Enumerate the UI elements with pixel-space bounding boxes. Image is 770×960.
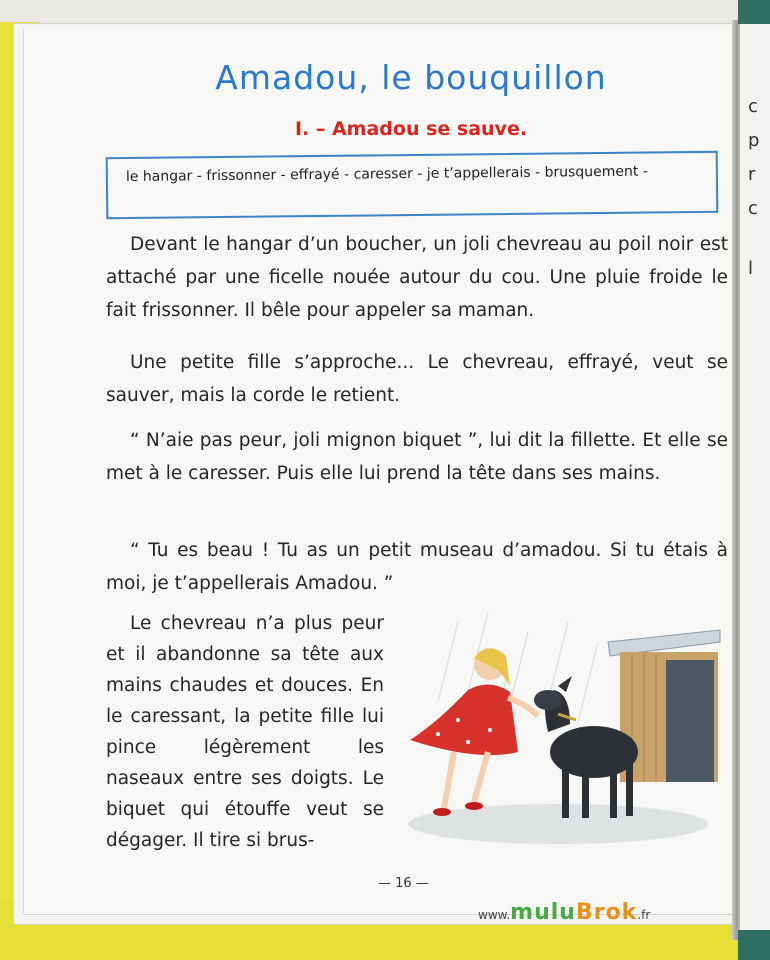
paragraph: “ N’aie pas peur, joli mignon biquet ”, lui dit la fillette. Et elle se met à le caresser. Puis elle lui prend la tête dans ses mains. [106,430,728,484]
girl-illustration [410,648,538,816]
facing-page-letter: l [748,258,754,279]
watermark-brand-part1: mulu [510,900,576,925]
chapter-heading: I. – Amadou se sauve. [294,118,528,140]
vocabulary-box [106,151,719,219]
ground-shadow [408,804,708,844]
paragraph: Devant le hangar d’un boucher, un joli chevreau au poil noir est attaché par une ficelle nouée autour du cou. Une pluie froide le fait frissonner. Il bêle pour appeler sa maman. [106,234,728,321]
watermark-brand [510,900,637,925]
paragraph: Le chevreau n’a plus peur et il abandonne sa tête aux mains chaudes et douces. En le caressant, la petite fille lui pince légèrement les naseaux entre ses doigts. Le biquet qui étouffe veut se dégager. Il tire si brus- [106,613,384,851]
paragraph: “ Tu es beau ! Tu as un petit museau d’amadou. Si tu étais à moi, je t’appellerais Amadou. ” [106,540,728,594]
watermark-prefix: www. [478,908,511,922]
page-number: — 16 — [378,876,429,891]
facing-page [740,24,770,944]
vocabulary-list: le hangar - frissonner - effrayé - caresser - je t’appellerais - brusquement - [125,163,648,185]
book-cover-corner-bottom [738,930,770,960]
facing-page-letter: r [748,164,756,185]
watermark-brand-part2: Brok [575,900,638,925]
illustration-girl-and-goat [398,612,728,852]
page-title: Amadou, le bouquillon [215,58,607,97]
watermark-suffix: .fr [637,908,651,922]
paragraph: Une petite fille s’approche... Le chevreau, effrayé, veut se sauver, mais la corde le retient. [106,352,728,406]
watermark [478,900,650,925]
facing-page-letter: c [748,198,758,219]
facing-page-letter: c [748,96,758,117]
facing-page-letter: p [748,130,760,151]
book-cover-corner [738,0,770,24]
